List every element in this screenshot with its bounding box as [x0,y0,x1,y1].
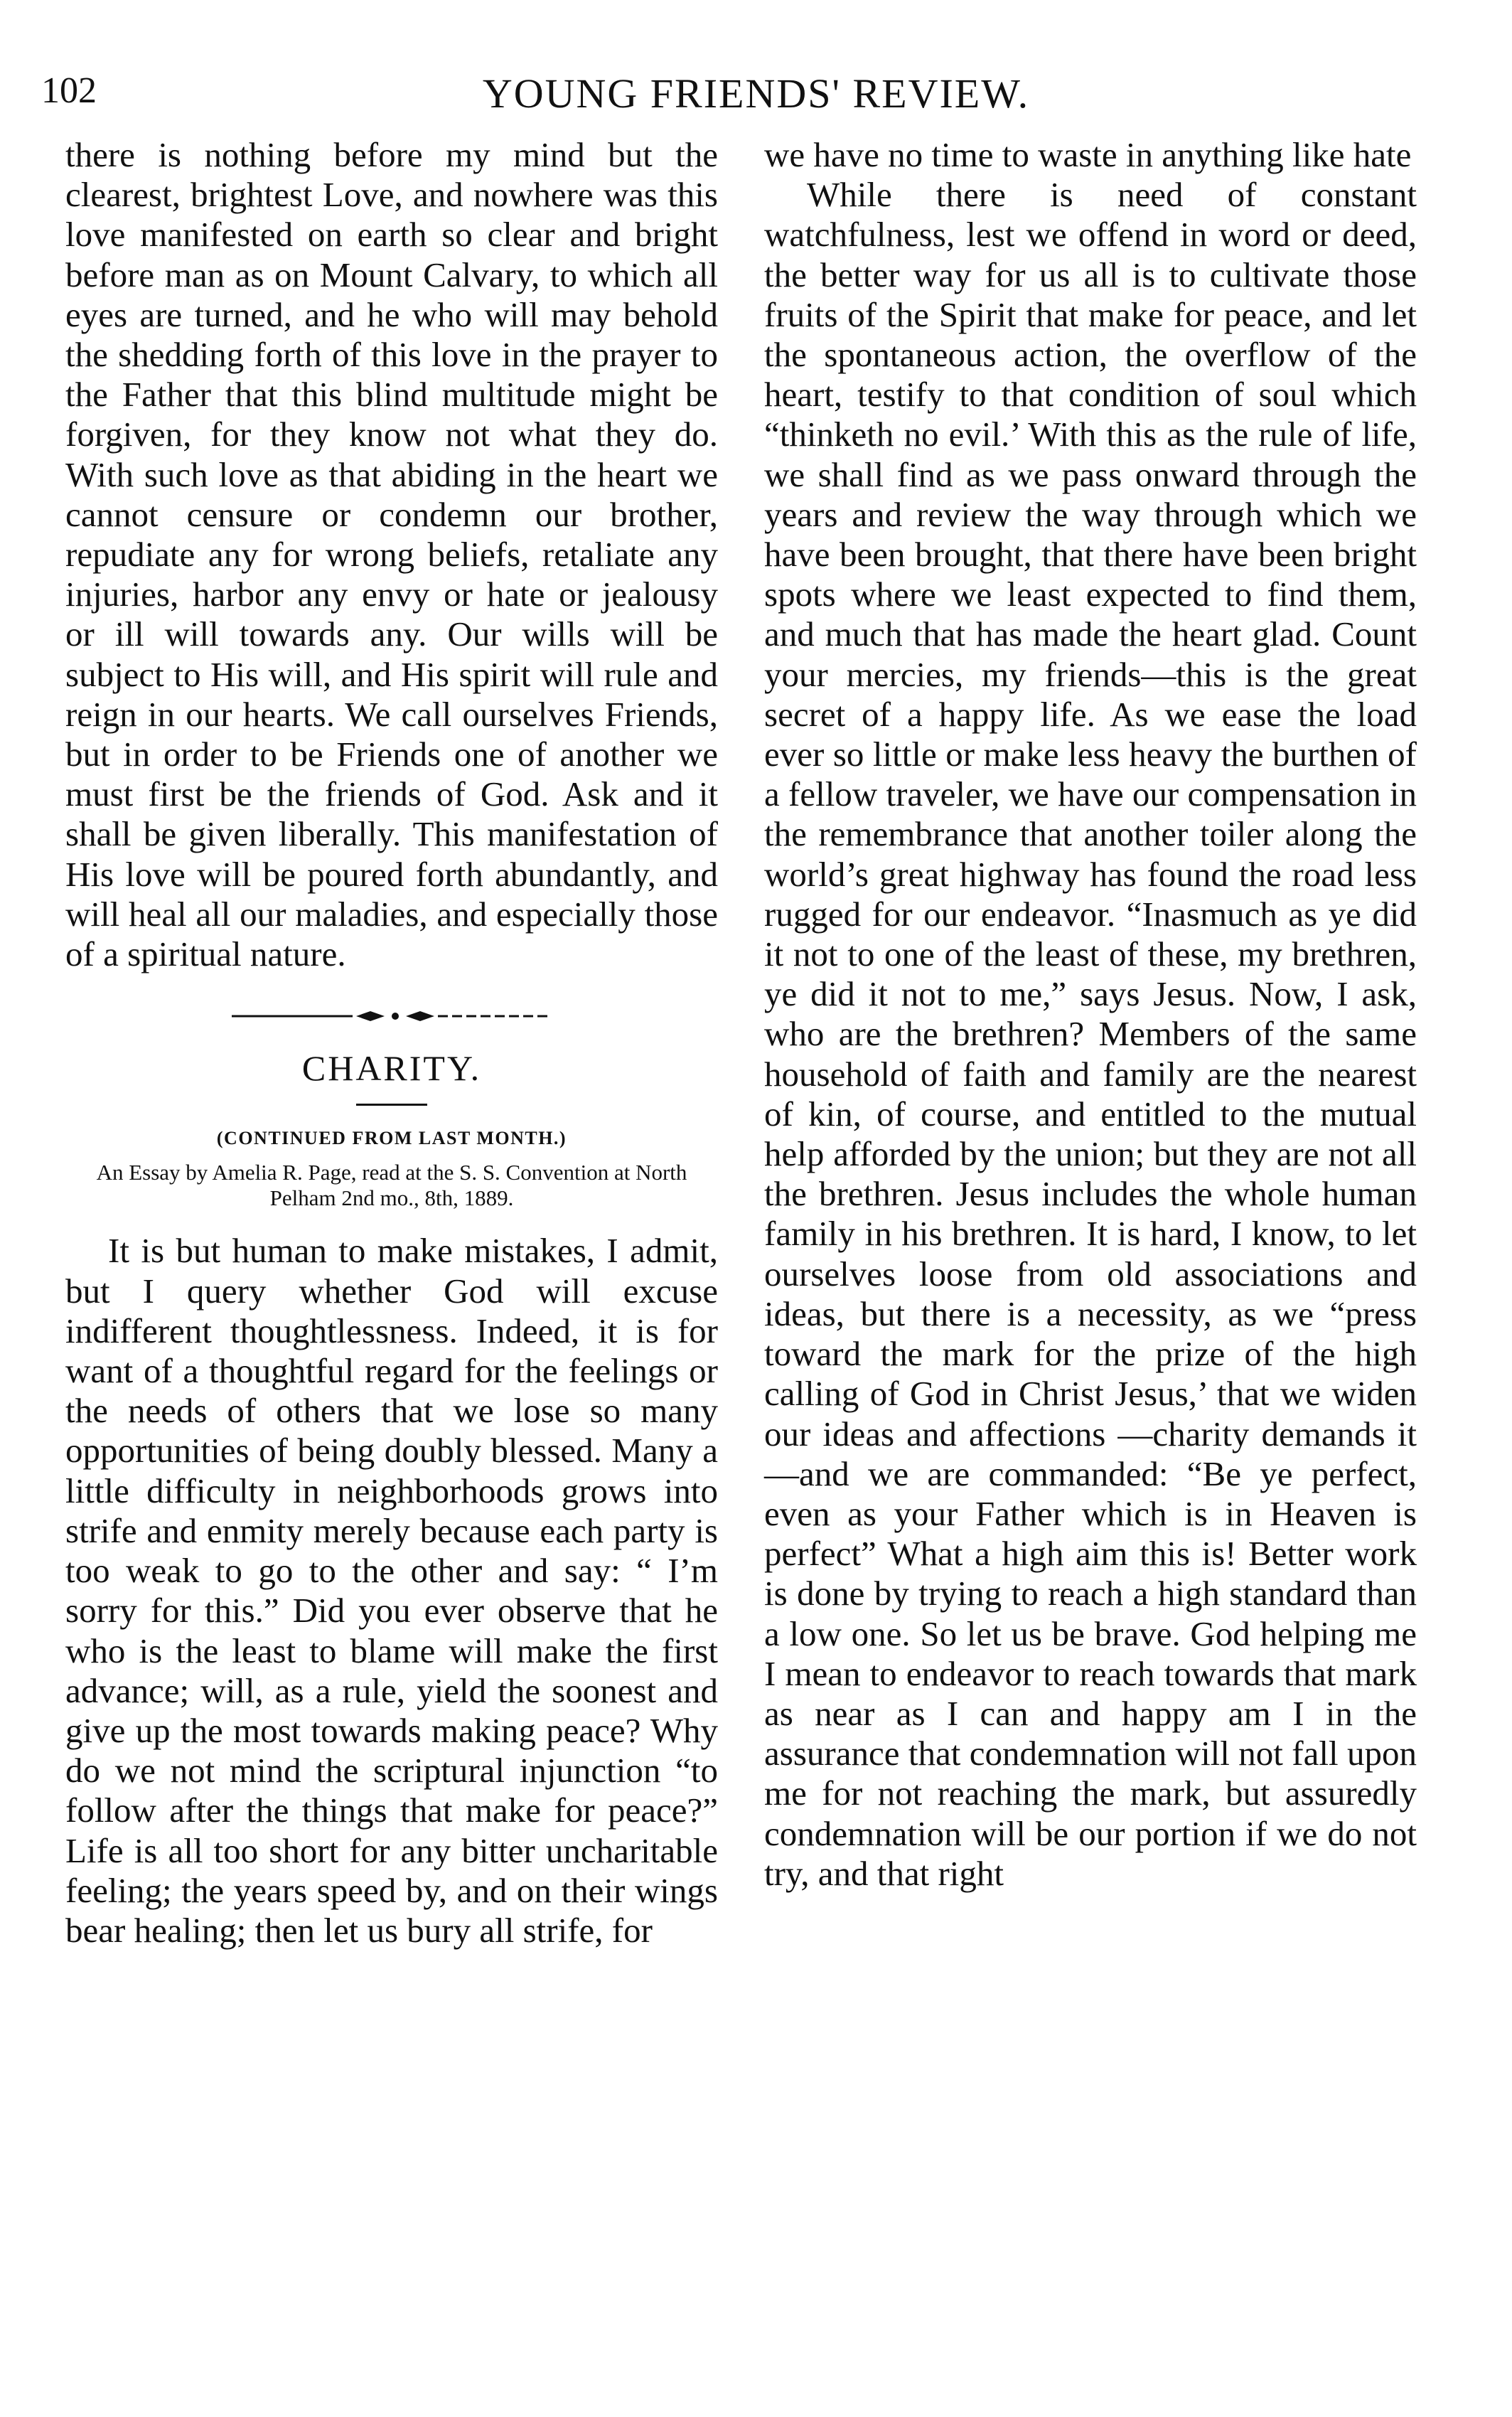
left-paragraph-1: there is nothing before my mind but the clearest, brightest Love, and nowhere was this love manifested on earth so clear and bright before man as on Mount Calvary, to which all eyes are turned, and he who will may behold the shedding forth of this love in the prayer to the Father that this blind multitude might be forgiven, for they know not what they do. With such love as that abiding in the heart we cannot censure or condemn our brother, repudiate any for wrong beliefs, retaliate any injuries, harbor any envy or hate or jealousy or ill will towards any. Our wills will be subject to His will, and His spirit will rule and reign in our hearts. We call ourselves Friends, but in order to be Friends one of another we must first be the friends of God. Ask and it shall be given liberally. This manifestation of His love will be poured forth abundantly, and will heal all our maladies, and especially those of a spiritual nature. [65,135,718,974]
page-header [36,70,1476,127]
right-column [764,135,1417,1894]
article-title: CHARITY. [301,1048,482,1089]
ornament-divider-icon [225,1005,559,1027]
continued-note: (CONTINUED FROM LAST MONTH.) [216,1128,567,1149]
section-ornament [65,1005,718,1034]
title-rule [356,1104,427,1106]
left-column [65,135,718,1951]
right-paragraph-2: While there is need of constant watchfulness, lest we offend in word or deed, the better way for us all is to cultivate those fruits of the Spirit that make for peace, and let the spontaneous action, the overflow of the heart, testify to that condition of soul which “thinketh no evil.’ With this as the rule of life, we shall find as we pass onward through the years and review the way through which we have been brought, that there have been bright spots where we least expected to find them, and much that has made the heart glad. Count your mercies, my friends—this is the great secret of a happy life. As we ease the load ever so little or make less heavy the burthen of a fellow traveler, we have our compensation in the remembrance that another toiler along the world’s great highway has found the road less rugged for our endeavor. “Inasmuch as ye did it not to one of the least of these, my brethren, ye did it not to me,” says Jesus. Now, I ask, who are the brethren? Members of the same household of faith and family are the nearest of kin, of course, and entitled to the mutual help afforded by the union; but they are not all the brethren. Jesus includes the whole human family in his brethren. It is hard, I know, to let ourselves loose from old associations and ideas, but there is a necessity, as we “press toward the mark for the prize of the high calling of God in Christ Jesus,’ that we widen our ideas and affections —charity demands it—and we are commanded: “Be ye perfect, even as your Father which is in Heaven is perfect” What a high aim this is! Better work is done by trying to reach a high standard than a low one. So let us be brave. God helping me I mean to endeavor to reach towards that mark as near as I can and happy am I in the assurance that condemnation will not fall upon me for not reaching the mark, but assuredly condemnation will be our portion if we do not try, and that right [764,175,1417,1893]
journal-title: YOUNG FRIENDS' REVIEW. [482,70,1030,117]
right-paragraph-1: we have no time to waste in anything like hate [764,135,1412,174]
page-number: 102 [41,70,97,111]
article-paragraph-1: It is but human to make mistakes, I admit, but I query whether God will excuse indifferent thoughtlessness. Indeed, it is for want of a thoughtful regard for the feelings or the needs of others that we lose so many opportunities of being doubly blessed. Many a little difficulty in neighborhoods grows into strife and enmity merely because each party is too weak to go to the other and say: “ I’m sorry for this.” Did you ever observe that he who is the least to blame will make the first advance; will, as a rule, yield the soonest and give up the most towards making peace? Why do we not mind the scriptural injunction “to follow after the things that make for peace?” Life is all too short for any bitter uncharitable feeling; the years speed by, and on their wings bear healing; then let us bury all strife, for [65,1231,718,1950]
article-byline: An Essay by Amelia R. Page, read at the S. S. Convention at North Pelham 2nd mo., 8th, 1889. [96,1160,687,1211]
